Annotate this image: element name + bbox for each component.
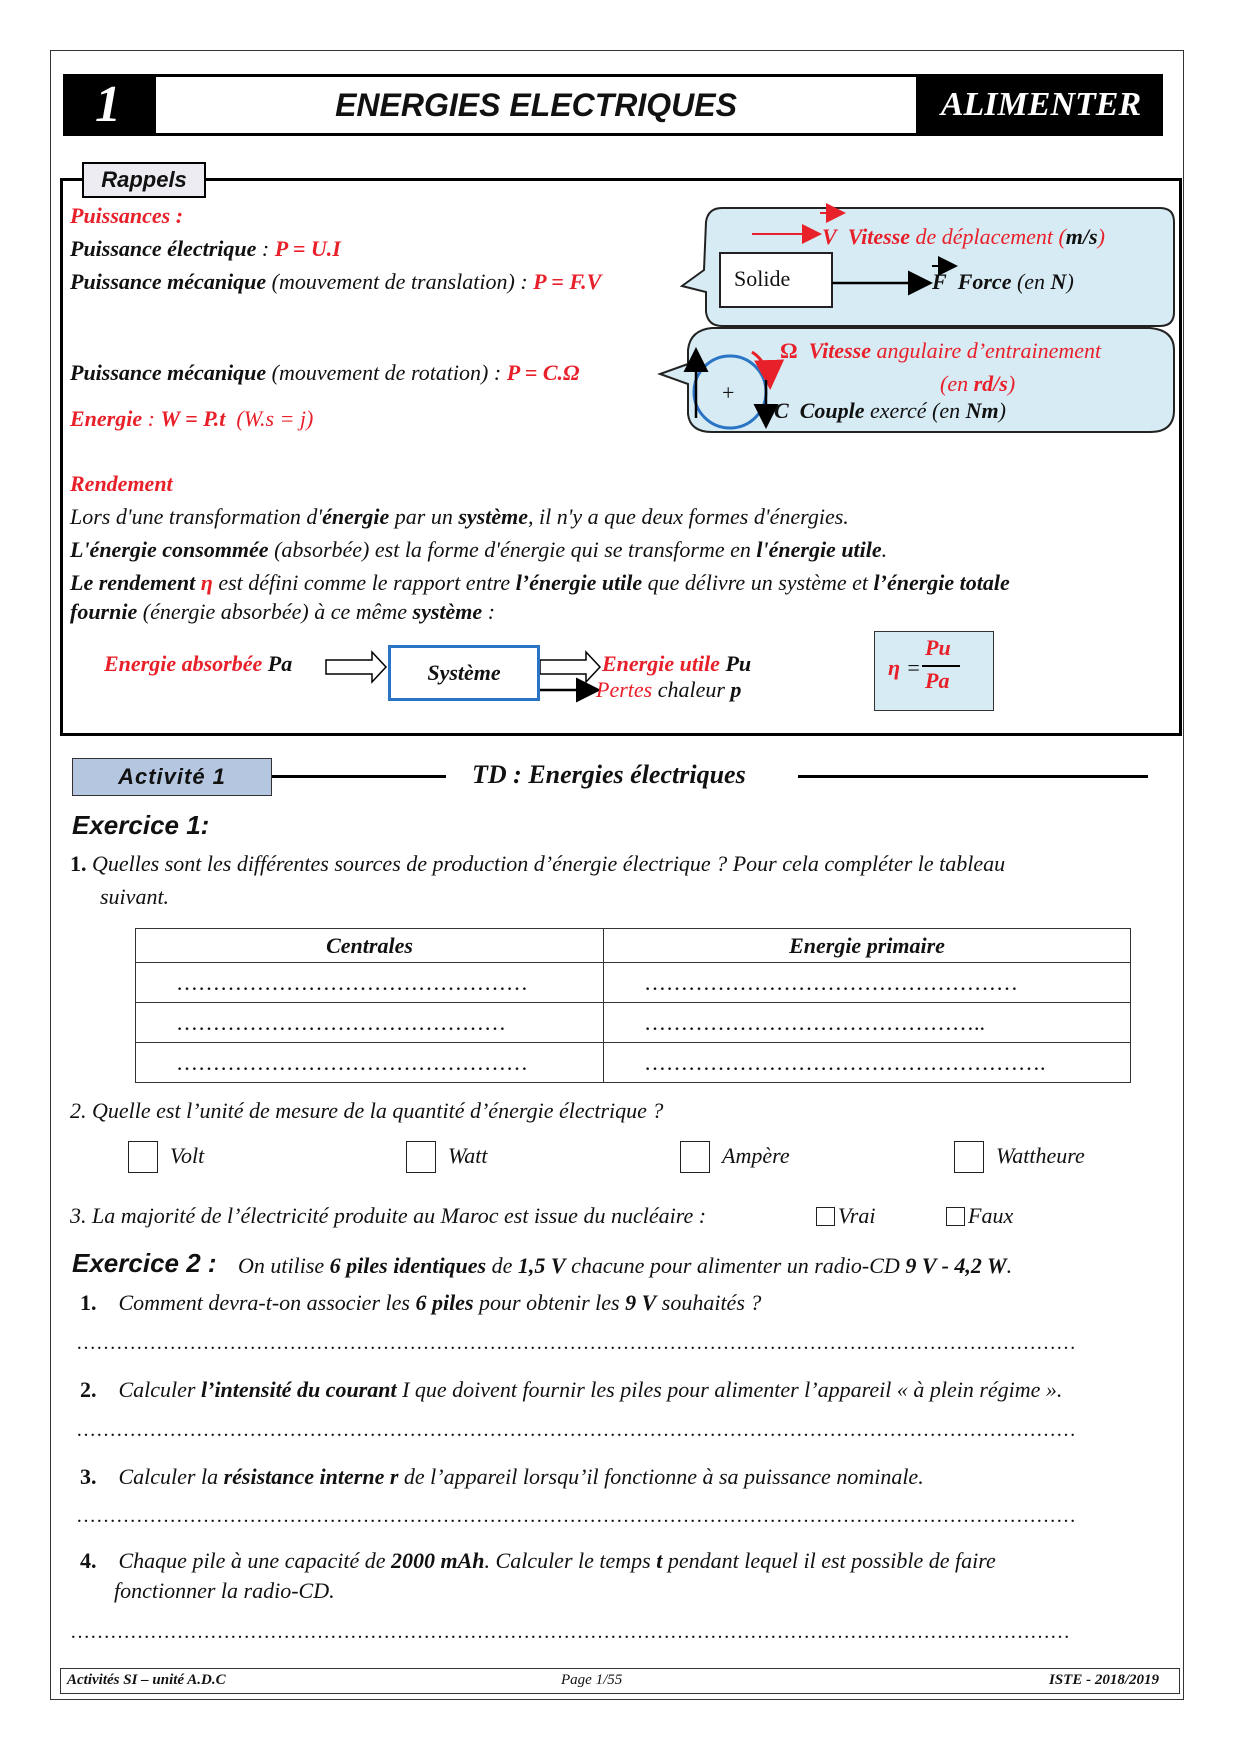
- table-cell[interactable]: ……………………………………………….: [604, 1043, 1131, 1083]
- activite-tab: Activité 1: [72, 758, 272, 796]
- footer-right: ISTE - 2018/2019: [1048, 1672, 1159, 1688]
- energie-absorbee-label: Energie absorbée Pa: [104, 651, 293, 676]
- eta-numerator: Pu: [925, 635, 951, 660]
- table-cell[interactable]: …………………………………………: [136, 963, 604, 1003]
- table-cell[interactable]: …………………………………………: [136, 1043, 604, 1083]
- eta-symbol: η: [888, 655, 901, 680]
- checkbox-vrai[interactable]: [816, 1207, 835, 1226]
- vitesse-angulaire-unit: (en rd/s): [940, 371, 1016, 396]
- option-faux: Faux: [968, 1203, 1014, 1228]
- option-ampere: Ampère: [722, 1143, 790, 1168]
- answer-line-4[interactable]: ……………………………………………………………………………………………………………………………………: [70, 1621, 1070, 1643]
- fraction-bar: [922, 665, 960, 667]
- vitesse-angulaire-text: Ω Vitesse angulaire d’entrainement: [780, 338, 1102, 363]
- answer-line-1[interactable]: ……………………………………………………………………………………………………………………………………: [76, 1332, 1076, 1354]
- footer-page: Page 1/55: [561, 1672, 623, 1688]
- option-watt: Watt: [448, 1143, 488, 1168]
- page-footer: [60, 1668, 1180, 1694]
- table-cell[interactable]: ……………………………………………: [604, 963, 1131, 1003]
- rendement-line-4: fournie (énergie absorbée) à ce même système :: [70, 599, 496, 624]
- eta-equals: =: [906, 655, 921, 680]
- answer-line-3[interactable]: ……………………………………………………………………………………………………………………………………: [76, 1505, 1076, 1527]
- ex1-question-1-cont: suivant.: [100, 884, 170, 909]
- option-wattheure: Wattheure: [996, 1143, 1085, 1168]
- centrales-table: [135, 928, 1131, 1083]
- activite-title: TD : Energies électriques: [472, 760, 746, 789]
- table-row: [136, 1043, 1131, 1083]
- ex2-question-1: 1. Comment devra-t-on associer les 6 piles pour obtenir les 9 V souhaités ?: [80, 1290, 762, 1315]
- couple-text: C Couple exercé (en Nm): [774, 398, 1006, 423]
- rendement-line-2: L'énergie consommée (absorbée) est la forme d'énergie qui se transforme en l'énergie utile.: [70, 537, 888, 562]
- page-title: ENERGIES ELECTRIQUES: [153, 74, 919, 136]
- table-cell[interactable]: ………………………………………: [136, 1003, 604, 1043]
- answer-line-2[interactable]: ……………………………………………………………………………………………………………………………………: [76, 1419, 1076, 1441]
- force-text: F Force (en N): [932, 269, 1074, 294]
- checkbox-faux[interactable]: [946, 1207, 965, 1226]
- puissances-title: Puissances :: [70, 203, 184, 228]
- ex1-question-3: 3. La majorité de l’électricité produite au Maroc est issue du nucléaire :: [70, 1203, 707, 1228]
- table-header: Centrales: [136, 929, 604, 963]
- checkbox-watt[interactable]: [406, 1141, 436, 1173]
- ex1-question-1: 1. Quelles sont les différentes sources de production d’énergie électrique ? Pour cela compléter le tableau: [70, 851, 1006, 876]
- table-header: Energie primaire: [604, 929, 1131, 963]
- pertes-label: Pertes chaleur p: [596, 677, 742, 702]
- activite-rule-right: [798, 775, 1148, 778]
- ex2-question-2: 2. Calculer l’intensité du courant I que doivent fournir les piles pour alimenter l’appareil « à plein régime ».: [80, 1377, 1063, 1402]
- vitesse-deplacement-text: V Vitesse de déplacement (m/s): [822, 224, 1105, 249]
- activite-rule-left: [272, 775, 446, 778]
- table-row: [136, 1003, 1131, 1043]
- energie-utile-label: Energie utile Pu: [602, 651, 752, 676]
- checkbox-volt[interactable]: [128, 1141, 158, 1173]
- rendement-title: Rendement: [70, 471, 173, 496]
- exercice-1-title: Exercice 1:: [72, 810, 210, 840]
- rendement-line-1: Lors d'une transformation d'énergie par un système, il n'y a que deux formes d'énergies.: [70, 504, 849, 529]
- option-volt: Volt: [170, 1143, 205, 1168]
- ex2-question-3: 3. Calculer la résistance interne r de l’appareil lorsqu’il fonctionne à sa puissance nominale.: [80, 1464, 924, 1489]
- eta-denominator: Pa: [925, 668, 950, 693]
- ex2-intro: On utilise 6 piles identiques de 1,5 V chacune pour alimenter un radio-CD 9 V - 4,2 W.: [238, 1253, 1013, 1278]
- rappels-tab: Rappels: [82, 162, 206, 198]
- rendement-line-3: Le rendement η est défini comme le rapport entre l’énergie utile que délivre un système et l’énergie totale: [70, 570, 1010, 595]
- footer-left: Activités SI – unité A.D.C: [67, 1672, 226, 1688]
- p-meca-translation-line: Puissance mécanique (mouvement de translation) : P = F.V: [70, 269, 602, 294]
- ex2-question-4-cont: fonctionner la radio-CD.: [114, 1578, 335, 1603]
- ex2-question-4: 4. Chaque pile à une capacité de 2000 mAh. Calculer le temps t pendant lequel il est possible de faire: [80, 1548, 996, 1573]
- chapter-number: 1: [63, 74, 153, 136]
- energie-line: Energie : W = P.t (W.s = j): [70, 406, 314, 431]
- exercice-2-title: Exercice 2 :: [72, 1248, 217, 1278]
- table-cell[interactable]: ………………………………………..: [604, 1003, 1131, 1043]
- p-elec-line: Puissance électrique : P = U.I: [70, 236, 341, 261]
- checkbox-wattheure[interactable]: [954, 1141, 984, 1173]
- table-row: [136, 963, 1131, 1003]
- solide-label: Solide: [734, 266, 791, 291]
- checkbox-ampere[interactable]: [680, 1141, 710, 1173]
- section-label: ALIMENTER: [919, 74, 1163, 136]
- p-meca-rotation-line: Puissance mécanique (mouvement de rotation) : P = C.Ω: [70, 360, 580, 385]
- systeme-box: Système: [388, 645, 540, 701]
- ex1-question-2: 2. Quelle est l’unité de mesure de la quantité d’énergie électrique ?: [70, 1098, 664, 1123]
- option-vrai: Vrai: [838, 1203, 876, 1228]
- rotation-plus-sign: +: [722, 380, 735, 405]
